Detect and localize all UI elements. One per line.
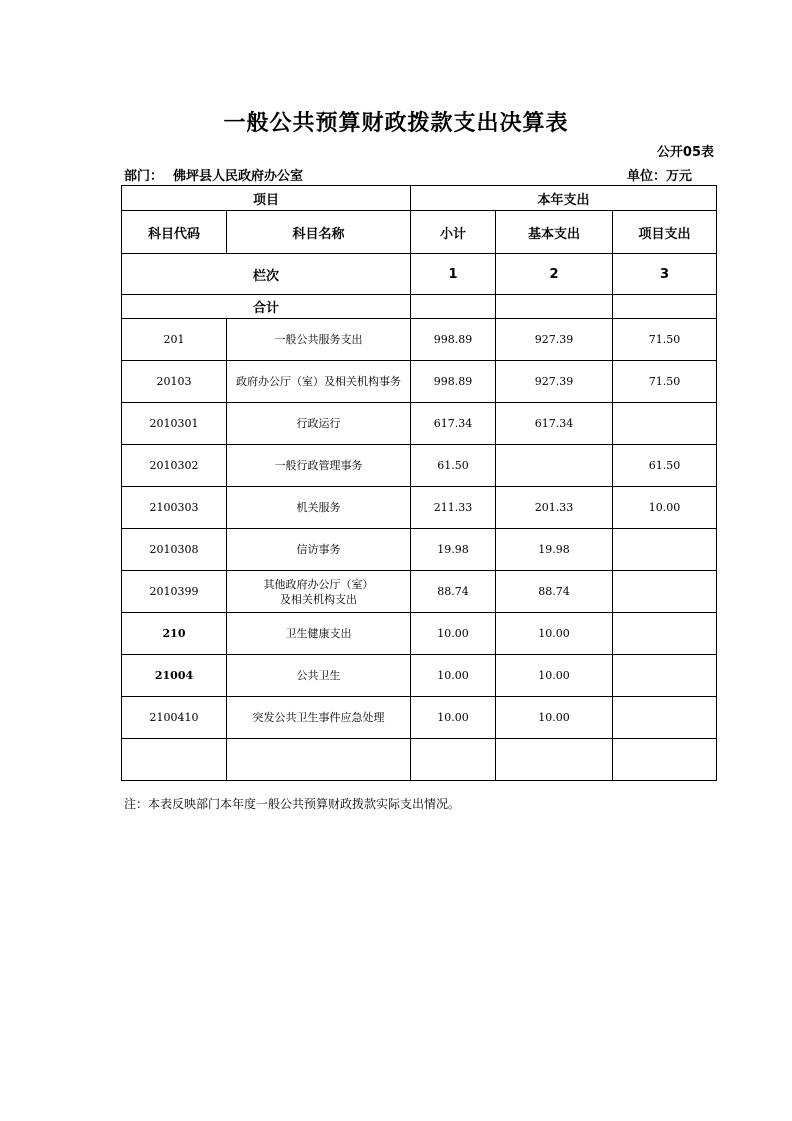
subtotal-cell: 998.89 (411, 319, 496, 361)
basic-cell: 10.00 (496, 613, 613, 655)
basic-cell: 201.33 (496, 487, 613, 529)
total-label: 合计 (122, 295, 411, 319)
subtotal-cell (411, 739, 496, 781)
header-basic: 基本支出 (496, 211, 613, 254)
name-cell: 公共卫生 (227, 655, 411, 697)
total-project (613, 295, 717, 319)
table-row (122, 739, 717, 781)
subtotal-cell: 61.50 (411, 445, 496, 487)
project-cell: 71.50 (613, 361, 717, 403)
project-cell (613, 403, 717, 445)
table-row (122, 361, 717, 403)
basic-cell: 88.74 (496, 571, 613, 613)
subtotal-cell: 10.00 (411, 613, 496, 655)
table-row (122, 529, 717, 571)
table-row (122, 697, 717, 739)
name-cell: 突发公共卫生事件应急处理 (227, 697, 411, 739)
header-col-3: 3 (613, 254, 717, 295)
name-cell: 机关服务 (227, 487, 411, 529)
code-cell: 2010308 (122, 529, 227, 571)
basic-cell: 927.39 (496, 361, 613, 403)
project-cell: 71.50 (613, 319, 717, 361)
header-subtotal: 小计 (411, 211, 496, 254)
project-cell (613, 697, 717, 739)
report-title: 一般公共预算财政拨款支出决算表 (223, 111, 569, 136)
department-label: 部门： (124, 169, 164, 184)
total-basic (496, 295, 613, 319)
form-number: 公开05表 (656, 145, 714, 160)
header-project-exp: 项目支出 (613, 211, 717, 254)
expenditure-table (121, 185, 717, 781)
code-cell: 20103 (122, 361, 227, 403)
subtotal-cell: 10.00 (411, 655, 496, 697)
project-cell: 10.00 (613, 487, 717, 529)
code-cell: 21004 (122, 655, 227, 697)
code-cell: 201 (122, 319, 227, 361)
code-cell: 2010301 (122, 403, 227, 445)
unit-label: 单位：万元 (626, 169, 692, 184)
table-row (122, 403, 717, 445)
total-row (122, 295, 717, 319)
project-cell (613, 655, 717, 697)
code-cell: 210 (122, 613, 227, 655)
basic-cell: 927.39 (496, 319, 613, 361)
code-cell: 2100303 (122, 487, 227, 529)
total-subtotal (411, 295, 496, 319)
name-cell: 一般公共服务支出 (227, 319, 411, 361)
code-cell (122, 739, 227, 781)
header-column-index: 栏次 (122, 254, 411, 295)
basic-cell: 10.00 (496, 655, 613, 697)
header-col-2: 2 (496, 254, 613, 295)
basic-cell: 617.34 (496, 403, 613, 445)
code-cell: 2010302 (122, 445, 227, 487)
project-cell: 61.50 (613, 445, 717, 487)
table-row (122, 487, 717, 529)
header-current-year: 本年支出 (411, 186, 717, 211)
basic-cell (496, 739, 613, 781)
header-name: 科目名称 (227, 211, 411, 254)
department-name: 佛坪县人民政府办公室 (173, 169, 304, 184)
table-row (122, 445, 717, 487)
header-col-1: 1 (411, 254, 496, 295)
table-row (122, 613, 717, 655)
project-cell (613, 613, 717, 655)
name-cell: 政府办公厅（室）及相关机构事务 (227, 361, 411, 403)
name-cell (227, 739, 411, 781)
subtotal-cell: 617.34 (411, 403, 496, 445)
basic-cell: 10.00 (496, 697, 613, 739)
subtotal-cell: 998.89 (411, 361, 496, 403)
header-code: 科目代码 (122, 211, 227, 254)
subtotal-cell: 211.33 (411, 487, 496, 529)
code-cell: 2010399 (122, 571, 227, 613)
name-cell: 行政运行 (227, 403, 411, 445)
name-cell: 卫生健康支出 (227, 613, 411, 655)
name-cell: 一般行政管理事务 (227, 445, 411, 487)
table-row (122, 319, 717, 361)
name-cell: 其他政府办公厅（室） 及相关机构支出 (227, 571, 411, 613)
subtotal-cell: 88.74 (411, 571, 496, 613)
basic-cell: 19.98 (496, 529, 613, 571)
department-line (124, 165, 303, 184)
code-cell: 2100410 (122, 697, 227, 739)
table-row (122, 655, 717, 697)
basic-cell (496, 445, 613, 487)
project-cell (613, 529, 717, 571)
subtotal-cell: 19.98 (411, 529, 496, 571)
footnote: 注：本表反映部门本年度一般公共预算财政拨款实际支出情况。 (124, 797, 461, 811)
project-cell (613, 739, 717, 781)
header-project: 项目 (122, 186, 411, 211)
project-cell (613, 571, 717, 613)
subtotal-cell: 10.00 (411, 697, 496, 739)
table-row (122, 571, 717, 613)
name-cell: 信访事务 (227, 529, 411, 571)
